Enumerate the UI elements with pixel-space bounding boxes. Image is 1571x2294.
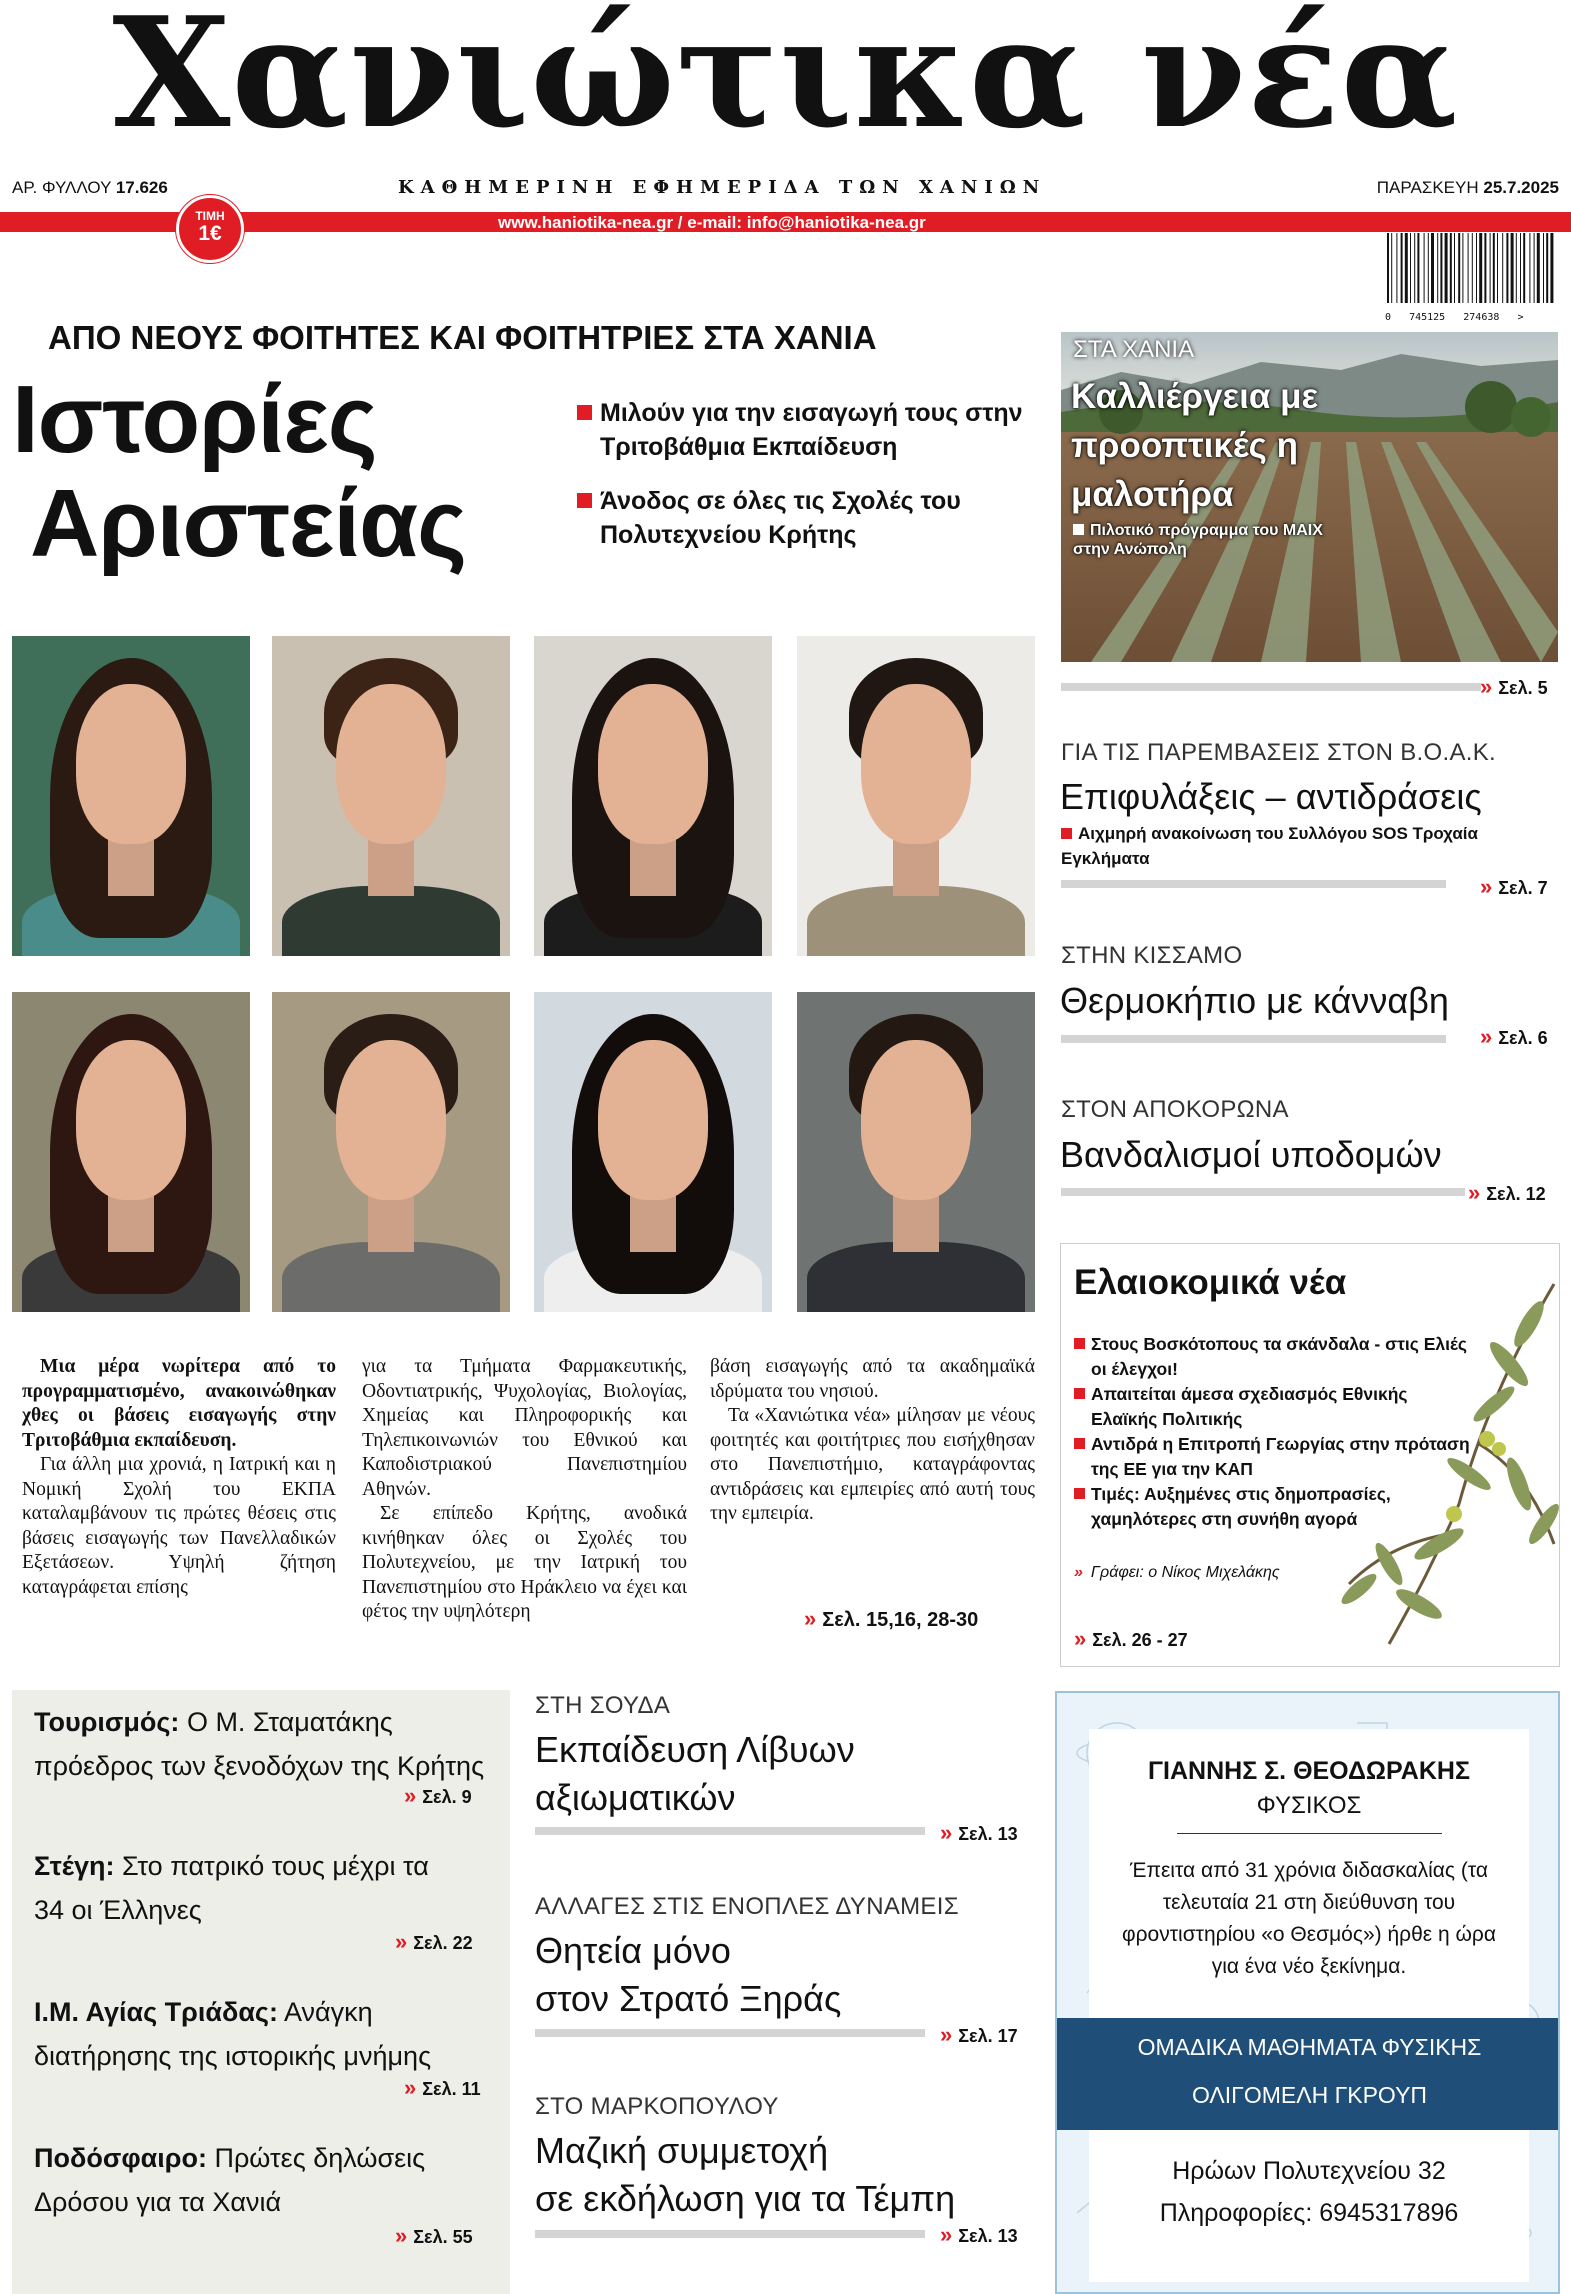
- tagline: ΚΑΘΗΜΕΡΙΝΗ ΕΦΗΜΕΡΙΔΑ ΤΩΝ ΧΑΝΙΩΝ: [398, 177, 1047, 198]
- lead-col-3: βάση εισαγωγής από τα ακαδημαϊκά ιδρύματα του νησιού. Τα «Χανιώτικα νέα» μίλησαν με νέους φοιτητές και φοιτήτριες που εισήχθησαν στο Πανεπιστήμιο, καταγράφοντας αντιδράσεις και εμπειρίες από αυτή τους την εμπειρία.: [710, 1356, 1035, 1524]
- middle-rule: [535, 2230, 925, 2238]
- barcode-bar: [1417, 233, 1419, 303]
- middle-page-ref[interactable]: » Σελ. 13: [940, 1820, 1018, 1845]
- sidebar-page-ref[interactable]: » Σελ. 22: [395, 1929, 473, 1954]
- feature-page-ref[interactable]: » Σελ. 5: [1480, 674, 1548, 699]
- student-photo[interactable]: [12, 636, 250, 956]
- barcode-bar: [1523, 233, 1525, 303]
- lead-kicker: ΑΠΟ ΝΕΟΥΣ ΦΟΙΤΗΤΕΣ ΚΑΙ ΦΟΙΤΗΤΡΙΕΣ ΣΤΑ ΧΑΝΙΑ: [48, 319, 877, 356]
- student-photo[interactable]: [272, 992, 510, 1312]
- arrow-icon: »: [1468, 1180, 1481, 1205]
- brief-title[interactable]: Επιφυλάξεις – αντιδράσεις: [1060, 776, 1482, 817]
- barcode-bar: [1537, 233, 1540, 303]
- arrow-icon: »: [395, 1929, 408, 1954]
- person-neck: [630, 836, 676, 896]
- barcode-bar: [1511, 233, 1514, 303]
- barcode-bar: [1516, 233, 1517, 303]
- physics-ad[interactable]: [1055, 1691, 1560, 2294]
- olive-news-box[interactable]: [1060, 1243, 1560, 1667]
- sidebar-item[interactable]: Ποδόσφαιρο: Πρώτες δηλώσεις Δρόσου για τα Χανιά: [34, 2143, 426, 2217]
- barcode-bar: [1476, 233, 1477, 303]
- person-neck: [368, 1192, 414, 1252]
- masthead-title: Χανιώτικα νέα: [112, 0, 1459, 162]
- barcode-bar: [1468, 233, 1469, 303]
- ad-role: ΦΥΣΙΚΟΣ: [1256, 1792, 1362, 1819]
- feature-photo[interactable]: [1061, 332, 1558, 662]
- arrow-icon: »: [940, 2222, 953, 2247]
- ad-divider: [1177, 1833, 1442, 1834]
- arrow-icon: »: [395, 2223, 408, 2248]
- olive-title: Ελαιοκομικά νέα: [1074, 1263, 1347, 1302]
- ad-band: ΟΜΑΔΙΚΑ ΜΑΘΗΜΑΤΑ ΦΥΣΙΚΗΣ ΟΛΙΓΟΜΕΛΗ ΓΚΡΟΥΠ: [1057, 2018, 1560, 2130]
- barcode-bar: [1428, 233, 1429, 303]
- arrow-icon: »: [940, 1820, 953, 1845]
- brief-rule: [1061, 1188, 1465, 1196]
- feature-rule: [1061, 683, 1481, 691]
- student-photo[interactable]: [272, 636, 510, 956]
- arrow-icon: »: [1480, 674, 1493, 699]
- barcode-bar: [1424, 233, 1425, 303]
- person-shoulders: [807, 1242, 1025, 1312]
- person-face: [598, 684, 708, 844]
- person-face: [76, 684, 186, 844]
- brief-kicker: ΣΤΟΝ ΑΠΟΚΟΡΩΝΑ: [1061, 1096, 1289, 1123]
- person-neck: [108, 1192, 154, 1252]
- feature-sub: Πιλοτικό πρόγραμμα του ΜΑΙΧ στην Ανώπολη: [1073, 522, 1323, 558]
- sidebar-item[interactable]: Ι.Μ. Αγίας Τριάδας: Ανάγκη διατήρησης της ιστορικής μνήμης: [34, 1997, 432, 2071]
- middle-kicker: ΑΛΛΑΓΕΣ ΣΤΙΣ ΕΝΟΠΛΕΣ ΔΥΝΑΜΕΙΣ: [535, 1893, 959, 1920]
- middle-page-ref[interactable]: » Σελ. 13: [940, 2222, 1018, 2247]
- olive-items: Στους Βοσκότοπους τα σκάνδαλα - στις Ελιές οι έλεγχοι! Απαιτείται άμεσα σχεδιασμός Εθνικής Ελαϊκής Πολιτικής Αντιδρά η Επιτροπή Γεωργίας στην πρόταση της ΕΕ για την ΚΑΠ Τιμές: Αυξημένες στις δημοπρασίες, χαμηλότερες στη συνήθη αγορά: [1074, 1332, 1474, 1532]
- brief-page-ref[interactable]: » Σελ. 12: [1468, 1180, 1546, 1205]
- person-face: [76, 1040, 186, 1200]
- brief-kicker: ΣΤΗΝ ΚΙΣΣΑΜΟ: [1061, 942, 1243, 969]
- arrow-icon: »: [1480, 1024, 1493, 1049]
- barcode-bar: [1472, 233, 1473, 303]
- barcode-bar: [1506, 233, 1508, 303]
- student-photo[interactable]: [12, 992, 250, 1312]
- price-badge: ΤΙΜΗ 1€: [176, 195, 244, 263]
- person-neck: [893, 836, 939, 896]
- lead-col-2: για τα Τμήματα Φαρμακευτικής, Οδοντιατρικής, Ψυχολογίας, Βιολογίας, Χημείας και Πληροφορικής και Τηλεπικοινωνιών του Εθνικού και Καποδιστριακού Πανεπιστημίου Αθηνών. Σε επίπεδο Κρήτης, ανοδικά κινήθηκαν όλες οι Σχολές του Πολυτεχνείου, με την Ιατρική του Πανεπιστημίου στο Ηράκλειο να έχει και φέτος την υψηλότερη: [362, 1356, 687, 1622]
- barcode-bar: [1484, 233, 1486, 303]
- barcode-bar: [1401, 233, 1403, 303]
- barcode-bar: [1405, 233, 1408, 303]
- person-neck: [893, 1192, 939, 1252]
- issue-date: ΠΑΡΑΣΚΕΥΗ 25.7.2025: [1376, 178, 1559, 197]
- barcode-bar: [1520, 233, 1521, 303]
- arrow-icon: »: [1074, 1626, 1087, 1651]
- barcode-bar: [1497, 233, 1498, 303]
- middle-title[interactable]: Μαζική συμμετοχή σε εκδήλωση για τα Τέμπη: [535, 2130, 956, 2219]
- brief-kicker: ΓΙΑ ΤΙΣ ΠΑΡΕΜΒΑΣΕΙΣ ΣΤΟΝ Β.Ο.Α.Κ.: [1061, 739, 1497, 766]
- barcode-bar: [1546, 233, 1548, 303]
- barcode-bar: [1550, 233, 1553, 303]
- brief-rule: [1061, 880, 1446, 888]
- brief-title[interactable]: Βανδαλισμοί υποδομών: [1060, 1134, 1442, 1175]
- barcode-bar: [1410, 233, 1411, 303]
- barcode-icon: [1385, 233, 1557, 309]
- sidebar-page-ref[interactable]: » Σελ. 9: [404, 1783, 472, 1808]
- middle-kicker: ΣΤΗ ΣΟΥΔΑ: [535, 1692, 671, 1719]
- barcode-bar: [1543, 233, 1544, 303]
- arrow-icon: »: [404, 2075, 417, 2100]
- sidebar-page-ref[interactable]: » Σελ. 55: [395, 2223, 473, 2248]
- arrow-icon: »: [1480, 874, 1493, 899]
- brief-title[interactable]: Θερμοκήπιο με κάνναβη: [1060, 980, 1449, 1021]
- lead-col-1: Μια μέρα νωρίτερα από το προγραμματισμένο, ανακοινώθηκαν χθες οι βάσεις εισαγωγής στην Τριτοβάθμια εκπαίδευση. Για άλλη μια χρονιά, η Ιατρική και η Νομική Σχολή του ΕΚΠΑ καταλαμβάνουν τις πρώτες θέσεις στις βάσεις εισαγωγής των Πανελλαδικών Εξετάσεων. Υψηλή ζήτηση καταγράφεται επίσης: [22, 1356, 336, 1598]
- barcode-bar: [1493, 233, 1495, 303]
- sidebar-item[interactable]: Στέγη: Στο πατρικό τους μέχρι τα 34 οι Έλληνες: [34, 1851, 429, 1925]
- person-face: [336, 1040, 446, 1200]
- barcode-bar: [1479, 233, 1482, 303]
- student-photo[interactable]: [797, 636, 1035, 956]
- barcode-bar: [1534, 233, 1535, 303]
- student-photo[interactable]: [534, 992, 772, 1312]
- middle-page-ref[interactable]: » Σελ. 17: [940, 2022, 1018, 2047]
- ad-phone[interactable]: Πληροφορίες: 6945317896: [1159, 2199, 1459, 2227]
- web-address[interactable]: www.haniotika-nea.gr / e-mail: info@haniotika-nea.gr: [498, 213, 926, 232]
- person-shoulders: [282, 1242, 500, 1312]
- barcode: 0 745125 274638 >: [1385, 233, 1557, 323]
- brief-rule: [1061, 1035, 1446, 1043]
- barcode-bar: [1387, 233, 1389, 303]
- lead-page-ref[interactable]: » Σελ. 15,16, 28-30: [804, 1606, 979, 1631]
- barcode-bar: [1431, 233, 1434, 303]
- barcode-bar: [1391, 233, 1392, 303]
- middle-rule: [535, 1827, 925, 1835]
- barcode-bar: [1529, 233, 1530, 303]
- barcode-bar: [1437, 233, 1438, 303]
- person-face: [598, 1040, 708, 1200]
- barcode-bar: [1490, 233, 1491, 303]
- ad-name: ΓΙΑΝΝΗΣ Σ. ΘΕΟΔΩΡΑΚΗΣ: [1148, 1757, 1470, 1785]
- person-face: [861, 684, 971, 844]
- sidebar-item[interactable]: Τουρισμός: Ο Μ. Σταματάκης πρόεδρος των ξενοδόχων της Κρήτης: [34, 1707, 485, 1781]
- person-face: [336, 684, 446, 844]
- person-shoulders: [282, 886, 500, 956]
- person-neck: [630, 1192, 676, 1252]
- feature-kicker: ΣΤΑ ΧΑΝΙΑ: [1073, 336, 1195, 363]
- brief-page-ref[interactable]: » Σελ. 6: [1480, 1024, 1548, 1049]
- brief-page-ref[interactable]: » Σελ. 7: [1480, 874, 1548, 899]
- student-photo[interactable]: [797, 992, 1035, 1312]
- arrow-icon: »: [940, 2022, 953, 2047]
- barcode-bar: [1458, 233, 1460, 303]
- olive-byline: » Γράφει: ο Νίκος Μιχελάκης: [1074, 1564, 1280, 1581]
- sidebar-briefs: [12, 1690, 510, 2294]
- middle-rule: [535, 2029, 925, 2037]
- middle-title[interactable]: Εκπαίδευση Λίβυων αξιωματικών: [535, 1729, 855, 1818]
- person-face: [861, 1040, 971, 1200]
- lead-bullets: Μιλούν για την εισαγωγή τους στην Τριτοβάθμια Εκπαίδευση Άνοδος σε όλες τις Σχολές του Πολυτεχνείου Κρήτης: [577, 396, 1027, 552]
- olive-page-ref[interactable]: » Σελ. 26 - 27: [1074, 1626, 1188, 1651]
- barcode-bar: [1462, 233, 1463, 303]
- barcode-bar: [1445, 233, 1448, 303]
- barcode-bar: [1502, 233, 1503, 303]
- brief-sub: Αιχμηρή ανακοίνωση του Συλλόγου SOS Τροχαία Εγκλήματα: [1061, 824, 1478, 868]
- lead-title: Ιστορίες Αριστείας: [12, 366, 467, 577]
- person-neck: [368, 836, 414, 896]
- arrow-icon: »: [404, 1783, 417, 1808]
- student-photo[interactable]: [534, 636, 772, 956]
- ad-body: Έπειτα από 31 χρόνια διδασκαλίας (τα τελευταία 21 στη διεύθυνση του φροντιστηρίου «ο Θεσμός») ήρθε η ώρα για ένα νέο ξεκίνημα.: [1121, 1859, 1496, 1978]
- ad-address: Ηρώων Πολυτεχνείου 32: [1172, 2157, 1446, 2185]
- feature-title: Καλλιέργεια με προοπτικές η μαλοτήρα: [1071, 377, 1319, 514]
- barcode-bar: [1450, 233, 1452, 303]
- sidebar-page-ref[interactable]: » Σελ. 11: [404, 2075, 481, 2100]
- barcode-bar: [1454, 233, 1455, 303]
- barcode-bar: [1440, 233, 1442, 303]
- person-shoulders: [807, 886, 1025, 956]
- barcode-bar: [1396, 233, 1397, 303]
- issue-info: ΑΡ. ΦΥΛΛΟΥ 17.626: [12, 178, 168, 197]
- person-neck: [108, 836, 154, 896]
- arrow-icon: »: [804, 1606, 817, 1631]
- barcode-bar: [1414, 233, 1415, 303]
- middle-kicker: ΣΤΟ ΜΑΡΚΟΠΟΥΛΟΥ: [535, 2093, 779, 2120]
- middle-title[interactable]: Θητεία μόνο στον Στρατό Ξηράς: [535, 1930, 842, 2019]
